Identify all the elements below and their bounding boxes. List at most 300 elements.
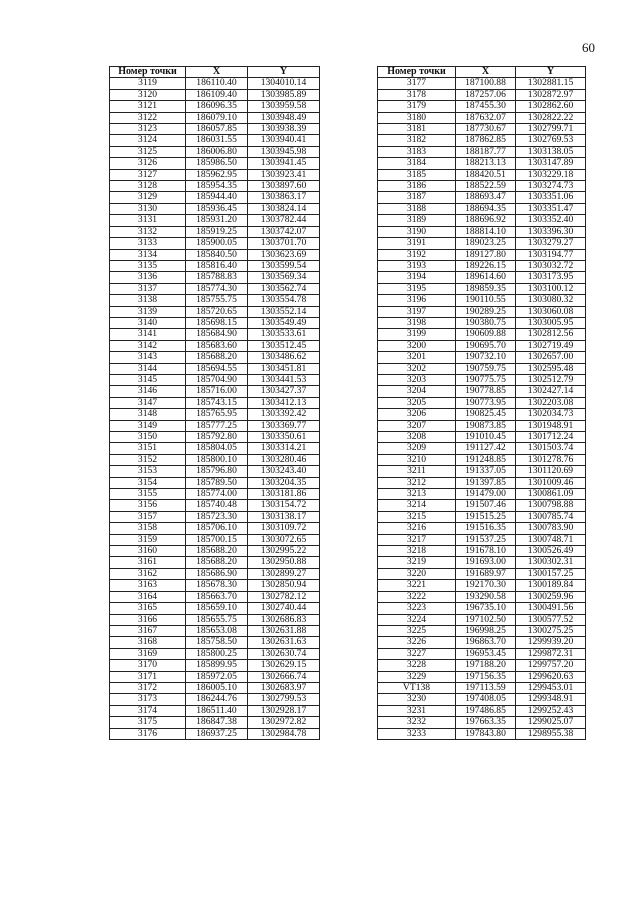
table-row bbox=[378, 534, 586, 545]
cell-y: 1303138.05 bbox=[516, 146, 586, 157]
table-row bbox=[110, 511, 320, 522]
cell-y: 1303569.34 bbox=[248, 272, 320, 283]
cell-y: 1300748.71 bbox=[516, 534, 586, 545]
table-row bbox=[110, 158, 320, 169]
cell-x: 189127.80 bbox=[456, 249, 516, 260]
cell-point-number: 3217 bbox=[378, 534, 456, 545]
cell-x: 191689.97 bbox=[456, 568, 516, 579]
cell-y: 1302034.73 bbox=[516, 409, 586, 420]
table-row bbox=[110, 671, 320, 682]
header-point-number: Номер точки bbox=[110, 67, 186, 78]
cell-x: 196953.45 bbox=[456, 648, 516, 659]
cell-x: 185694.55 bbox=[186, 363, 248, 374]
cell-y: 1304010.14 bbox=[248, 78, 320, 89]
table-row bbox=[378, 363, 586, 374]
cell-x: 193290.58 bbox=[456, 591, 516, 602]
cell-point-number: 3162 bbox=[110, 568, 186, 579]
cell-point-number: 3201 bbox=[378, 352, 456, 363]
cell-point-number: 3156 bbox=[110, 500, 186, 511]
table-row bbox=[378, 249, 586, 260]
table-row bbox=[378, 89, 586, 100]
cell-y: 1300275.25 bbox=[516, 625, 586, 636]
table-row bbox=[110, 432, 320, 443]
cell-point-number: 3161 bbox=[110, 557, 186, 568]
table-row bbox=[378, 705, 586, 716]
cell-y: 1302631.88 bbox=[248, 625, 320, 636]
cell-point-number: 3177 bbox=[378, 78, 456, 89]
cell-point-number: 3126 bbox=[110, 158, 186, 169]
cell-point-number: 3159 bbox=[110, 534, 186, 545]
cell-x: 185899.95 bbox=[186, 660, 248, 671]
cell-y: 1302683.97 bbox=[248, 682, 320, 693]
table-row bbox=[110, 523, 320, 534]
cell-x: 191010.45 bbox=[456, 432, 516, 443]
cell-y: 1301278.76 bbox=[516, 454, 586, 465]
table-row bbox=[110, 648, 320, 659]
cell-x: 186847.38 bbox=[186, 717, 248, 728]
table-row bbox=[110, 477, 320, 488]
table-row bbox=[378, 728, 586, 739]
table-row bbox=[378, 340, 586, 351]
header-y: Y bbox=[516, 67, 586, 78]
cell-x: 185720.65 bbox=[186, 306, 248, 317]
table-row bbox=[378, 717, 586, 728]
cell-y: 1302928.17 bbox=[248, 705, 320, 716]
cell-x: 185986.50 bbox=[186, 158, 248, 169]
table-row bbox=[378, 146, 586, 157]
cell-x: 187257.06 bbox=[456, 89, 516, 100]
cell-y: 1303938.39 bbox=[248, 124, 320, 135]
cell-point-number: 3155 bbox=[110, 489, 186, 500]
cell-x: 185688.20 bbox=[186, 352, 248, 363]
cell-y: 1303154.72 bbox=[248, 500, 320, 511]
cell-point-number: 3178 bbox=[378, 89, 456, 100]
cell-x: 186109.40 bbox=[186, 89, 248, 100]
cell-x: 185686.90 bbox=[186, 568, 248, 579]
table-row bbox=[110, 591, 320, 602]
cell-point-number: 3128 bbox=[110, 181, 186, 192]
cell-point-number: 3151 bbox=[110, 443, 186, 454]
cell-point-number: 3169 bbox=[110, 648, 186, 659]
table-row bbox=[110, 705, 320, 716]
table-row bbox=[378, 568, 586, 579]
cell-y: 1302862.60 bbox=[516, 101, 586, 112]
cell-x: 187100.88 bbox=[456, 78, 516, 89]
cell-x: 188187.77 bbox=[456, 146, 516, 157]
cell-x: 185678.30 bbox=[186, 580, 248, 591]
table-row bbox=[378, 317, 586, 328]
cell-point-number: 3227 bbox=[378, 648, 456, 659]
table-row bbox=[378, 603, 586, 614]
cell-x: 185774.30 bbox=[186, 283, 248, 294]
cell-point-number: 3197 bbox=[378, 306, 456, 317]
cell-point-number: 3204 bbox=[378, 386, 456, 397]
cell-y: 1300491.56 bbox=[516, 603, 586, 614]
table-row bbox=[110, 101, 320, 112]
cell-point-number: 3152 bbox=[110, 454, 186, 465]
cell-x: 185740.48 bbox=[186, 500, 248, 511]
cell-y: 1301503.74 bbox=[516, 443, 586, 454]
table-row bbox=[378, 101, 586, 112]
table-row bbox=[110, 546, 320, 557]
cell-x: 185804.05 bbox=[186, 443, 248, 454]
table-row bbox=[110, 466, 320, 477]
cell-point-number: 3125 bbox=[110, 146, 186, 157]
table-row bbox=[378, 386, 586, 397]
table-row bbox=[110, 625, 320, 636]
cell-x: 190773.95 bbox=[456, 397, 516, 408]
header-x: X bbox=[186, 67, 248, 78]
table-row bbox=[378, 580, 586, 591]
coordinates-table-left bbox=[109, 66, 320, 740]
cell-point-number: 3198 bbox=[378, 317, 456, 328]
cell-y: 1303243.40 bbox=[248, 466, 320, 477]
cell-point-number: 3226 bbox=[378, 637, 456, 648]
table-row bbox=[110, 146, 320, 157]
cell-x: 185800.10 bbox=[186, 454, 248, 465]
cell-x: 191515.25 bbox=[456, 511, 516, 522]
table-row bbox=[378, 557, 586, 568]
table-row bbox=[110, 226, 320, 237]
table-row bbox=[110, 557, 320, 568]
table-row bbox=[110, 454, 320, 465]
table-row bbox=[110, 238, 320, 249]
cell-y: 1303742.07 bbox=[248, 226, 320, 237]
cell-point-number: 3167 bbox=[110, 625, 186, 636]
table-row bbox=[378, 215, 586, 226]
cell-y: 1299757.20 bbox=[516, 660, 586, 671]
cell-point-number: 3218 bbox=[378, 546, 456, 557]
table-row bbox=[378, 420, 586, 431]
cell-point-number: 3203 bbox=[378, 374, 456, 385]
cell-y: 1300798.88 bbox=[516, 500, 586, 511]
cell-point-number: 3130 bbox=[110, 203, 186, 214]
table-row bbox=[110, 260, 320, 271]
cell-y: 1303959.58 bbox=[248, 101, 320, 112]
cell-point-number: 3146 bbox=[110, 386, 186, 397]
cell-x: 191693.00 bbox=[456, 557, 516, 568]
cell-point-number: 3139 bbox=[110, 306, 186, 317]
cell-y: 1299872.31 bbox=[516, 648, 586, 659]
cell-x: 185655.75 bbox=[186, 614, 248, 625]
cell-x: 186079.10 bbox=[186, 112, 248, 123]
cell-y: 1303138.17 bbox=[248, 511, 320, 522]
table-row bbox=[110, 89, 320, 100]
cell-y: 1302899.27 bbox=[248, 568, 320, 579]
cell-x: 191337.05 bbox=[456, 466, 516, 477]
cell-x: 185716.00 bbox=[186, 386, 248, 397]
cell-y: 1302799.53 bbox=[248, 694, 320, 705]
cell-point-number: 3166 bbox=[110, 614, 186, 625]
table-row bbox=[110, 489, 320, 500]
table-row bbox=[378, 625, 586, 636]
cell-y: 1303427.37 bbox=[248, 386, 320, 397]
cell-x: 185972.05 bbox=[186, 671, 248, 682]
cell-y: 1303897.60 bbox=[248, 181, 320, 192]
cell-point-number: 3208 bbox=[378, 432, 456, 443]
cell-y: 1303940.41 bbox=[248, 135, 320, 146]
cell-y: 1303072.65 bbox=[248, 534, 320, 545]
cell-x: 197113.59 bbox=[456, 682, 516, 693]
cell-point-number: 3171 bbox=[110, 671, 186, 682]
cell-x: 190732.10 bbox=[456, 352, 516, 363]
cell-y: 1303985.89 bbox=[248, 89, 320, 100]
cell-x: 185816.40 bbox=[186, 260, 248, 271]
cell-x: 189226.15 bbox=[456, 260, 516, 271]
cell-x: 185659.10 bbox=[186, 603, 248, 614]
cell-x: 185800.25 bbox=[186, 648, 248, 659]
cell-x: 191397.85 bbox=[456, 477, 516, 488]
cell-point-number: 3180 bbox=[378, 112, 456, 123]
cell-point-number: 3136 bbox=[110, 272, 186, 283]
cell-y: 1303100.12 bbox=[516, 283, 586, 294]
cell-x: 185688.20 bbox=[186, 546, 248, 557]
cell-x: 190695.70 bbox=[456, 340, 516, 351]
cell-point-number: VT138 bbox=[378, 682, 456, 693]
cell-y: 1303396.30 bbox=[516, 226, 586, 237]
table-row bbox=[378, 352, 586, 363]
cell-y: 1303080.32 bbox=[516, 295, 586, 306]
table-row bbox=[110, 317, 320, 328]
cell-point-number: 3185 bbox=[378, 169, 456, 180]
cell-point-number: 3165 bbox=[110, 603, 186, 614]
cell-x: 197102.50 bbox=[456, 614, 516, 625]
table-row bbox=[378, 671, 586, 682]
cell-point-number: 3224 bbox=[378, 614, 456, 625]
cell-y: 1302799.71 bbox=[516, 124, 586, 135]
cell-point-number: 3174 bbox=[110, 705, 186, 716]
cell-x: 190110.55 bbox=[456, 295, 516, 306]
cell-x: 191248.85 bbox=[456, 454, 516, 465]
cell-y: 1298955.38 bbox=[516, 728, 586, 739]
cell-point-number: 3154 bbox=[110, 477, 186, 488]
cell-point-number: 3144 bbox=[110, 363, 186, 374]
table-row bbox=[110, 682, 320, 693]
table-header-row bbox=[378, 67, 586, 78]
cell-point-number: 3122 bbox=[110, 112, 186, 123]
cell-point-number: 3194 bbox=[378, 272, 456, 283]
table-row bbox=[378, 169, 586, 180]
table-header-row bbox=[110, 67, 320, 78]
table-row bbox=[378, 124, 586, 135]
cell-y: 1303173.95 bbox=[516, 272, 586, 283]
table-row bbox=[378, 511, 586, 522]
cell-point-number: 3170 bbox=[110, 660, 186, 671]
table-row bbox=[110, 215, 320, 226]
cell-x: 197188.20 bbox=[456, 660, 516, 671]
cell-y: 1303194.77 bbox=[516, 249, 586, 260]
cell-y: 1300302.31 bbox=[516, 557, 586, 568]
table-row bbox=[378, 432, 586, 443]
cell-y: 1302629.15 bbox=[248, 660, 320, 671]
table-row bbox=[378, 112, 586, 123]
cell-point-number: 3121 bbox=[110, 101, 186, 112]
cell-point-number: 3135 bbox=[110, 260, 186, 271]
cell-y: 1302657.00 bbox=[516, 352, 586, 363]
table-row bbox=[378, 489, 586, 500]
cell-point-number: 3190 bbox=[378, 226, 456, 237]
table-row bbox=[378, 591, 586, 602]
cell-point-number: 3123 bbox=[110, 124, 186, 135]
cell-y: 1303181.86 bbox=[248, 489, 320, 500]
table-row bbox=[378, 466, 586, 477]
cell-y: 1300783.90 bbox=[516, 523, 586, 534]
cell-x: 185698.15 bbox=[186, 317, 248, 328]
table-row bbox=[110, 568, 320, 579]
table-row bbox=[110, 363, 320, 374]
cell-x: 185683.60 bbox=[186, 340, 248, 351]
cell-point-number: 3173 bbox=[110, 694, 186, 705]
table-row bbox=[378, 682, 586, 693]
cell-y: 1303412.13 bbox=[248, 397, 320, 408]
cell-y: 1303279.27 bbox=[516, 238, 586, 249]
cell-x: 191479.00 bbox=[456, 489, 516, 500]
table-row bbox=[110, 249, 320, 260]
cell-x: 185755.75 bbox=[186, 295, 248, 306]
cell-x: 185704.90 bbox=[186, 374, 248, 385]
cell-y: 1303549.49 bbox=[248, 317, 320, 328]
cell-point-number: 3229 bbox=[378, 671, 456, 682]
cell-x: 185723.30 bbox=[186, 511, 248, 522]
table-row bbox=[378, 158, 586, 169]
table-row bbox=[378, 78, 586, 89]
cell-y: 1303512.45 bbox=[248, 340, 320, 351]
cell-x: 185774.00 bbox=[186, 489, 248, 500]
cell-point-number: 3232 bbox=[378, 717, 456, 728]
cell-point-number: 3131 bbox=[110, 215, 186, 226]
table-body-right bbox=[378, 78, 586, 740]
cell-point-number: 3140 bbox=[110, 317, 186, 328]
cell-y: 1300785.74 bbox=[516, 511, 586, 522]
cell-point-number: 3221 bbox=[378, 580, 456, 591]
table-row bbox=[378, 238, 586, 249]
cell-point-number: 3181 bbox=[378, 124, 456, 135]
cell-point-number: 3164 bbox=[110, 591, 186, 602]
page-number: 60 bbox=[582, 40, 595, 55]
cell-x: 187632.07 bbox=[456, 112, 516, 123]
table-row bbox=[110, 603, 320, 614]
cell-x: 192170.30 bbox=[456, 580, 516, 591]
cell-x: 191127.42 bbox=[456, 443, 516, 454]
cell-y: 1299348.91 bbox=[516, 694, 586, 705]
table-row bbox=[110, 124, 320, 135]
cell-x: 185796.80 bbox=[186, 466, 248, 477]
cell-point-number: 3143 bbox=[110, 352, 186, 363]
cell-y: 1303352.40 bbox=[516, 215, 586, 226]
cell-x: 188420.51 bbox=[456, 169, 516, 180]
cell-x: 189023.25 bbox=[456, 238, 516, 249]
table-row bbox=[110, 169, 320, 180]
cell-y: 1303032.72 bbox=[516, 260, 586, 271]
cell-y: 1302782.12 bbox=[248, 591, 320, 602]
cell-y: 1303351.06 bbox=[516, 192, 586, 203]
cell-x: 188693.47 bbox=[456, 192, 516, 203]
cell-y: 1302950.88 bbox=[248, 557, 320, 568]
cell-y: 1303533.61 bbox=[248, 329, 320, 340]
cell-x: 190775.75 bbox=[456, 374, 516, 385]
cell-point-number: 3212 bbox=[378, 477, 456, 488]
cell-x: 185706.10 bbox=[186, 523, 248, 534]
table-row bbox=[378, 443, 586, 454]
cell-x: 187455.30 bbox=[456, 101, 516, 112]
cell-point-number: 3216 bbox=[378, 523, 456, 534]
cell-y: 1300189.84 bbox=[516, 580, 586, 591]
table-row bbox=[378, 637, 586, 648]
cell-point-number: 3188 bbox=[378, 203, 456, 214]
cell-point-number: 3192 bbox=[378, 249, 456, 260]
cell-x: 190609.88 bbox=[456, 329, 516, 340]
table-row bbox=[378, 523, 586, 534]
cell-y: 1301948.91 bbox=[516, 420, 586, 431]
table-row bbox=[110, 660, 320, 671]
cell-point-number: 3147 bbox=[110, 397, 186, 408]
table-row bbox=[110, 717, 320, 728]
cell-y: 1303204.35 bbox=[248, 477, 320, 488]
cell-point-number: 3214 bbox=[378, 500, 456, 511]
cell-point-number: 3220 bbox=[378, 568, 456, 579]
cell-x: 188694.35 bbox=[456, 203, 516, 214]
cell-x: 196998.25 bbox=[456, 625, 516, 636]
cell-y: 1302719.49 bbox=[516, 340, 586, 351]
cell-point-number: 3149 bbox=[110, 420, 186, 431]
cell-y: 1300157.25 bbox=[516, 568, 586, 579]
table-row bbox=[378, 329, 586, 340]
cell-point-number: 3141 bbox=[110, 329, 186, 340]
cell-y: 1303486.62 bbox=[248, 352, 320, 363]
cell-x: 186005.10 bbox=[186, 682, 248, 693]
table-row bbox=[110, 135, 320, 146]
cell-y: 1302595.48 bbox=[516, 363, 586, 374]
table-row bbox=[378, 306, 586, 317]
cell-point-number: 3202 bbox=[378, 363, 456, 374]
cell-point-number: 3230 bbox=[378, 694, 456, 705]
table-row bbox=[378, 500, 586, 511]
cell-y: 1303350.61 bbox=[248, 432, 320, 443]
cell-point-number: 3179 bbox=[378, 101, 456, 112]
cell-y: 1303441.53 bbox=[248, 374, 320, 385]
cell-x: 185944.40 bbox=[186, 192, 248, 203]
cell-y: 1303554.78 bbox=[248, 295, 320, 306]
cell-y: 1299252.43 bbox=[516, 705, 586, 716]
cell-x: 190380.75 bbox=[456, 317, 516, 328]
cell-point-number: 3199 bbox=[378, 329, 456, 340]
cell-point-number: 3182 bbox=[378, 135, 456, 146]
table-row bbox=[110, 580, 320, 591]
cell-x: 186244.76 bbox=[186, 694, 248, 705]
cell-x: 191507.46 bbox=[456, 500, 516, 511]
cell-y: 1302850.94 bbox=[248, 580, 320, 591]
cell-point-number: 3184 bbox=[378, 158, 456, 169]
cell-x: 185792.80 bbox=[186, 432, 248, 443]
cell-y: 1303451.81 bbox=[248, 363, 320, 374]
cell-y: 1303109.72 bbox=[248, 523, 320, 534]
cell-x: 187862.85 bbox=[456, 135, 516, 146]
cell-x: 191678.10 bbox=[456, 546, 516, 557]
cell-y: 1302686.83 bbox=[248, 614, 320, 625]
cell-x: 196863.70 bbox=[456, 637, 516, 648]
cell-y: 1303945.98 bbox=[248, 146, 320, 157]
table-row bbox=[110, 614, 320, 625]
table-row bbox=[110, 272, 320, 283]
cell-point-number: 3133 bbox=[110, 238, 186, 249]
cell-y: 1303782.44 bbox=[248, 215, 320, 226]
cell-x: 188522.59 bbox=[456, 181, 516, 192]
cell-point-number: 3228 bbox=[378, 660, 456, 671]
table-row bbox=[378, 374, 586, 385]
cell-y: 1303229.18 bbox=[516, 169, 586, 180]
cell-y: 1302972.82 bbox=[248, 717, 320, 728]
table-row bbox=[378, 397, 586, 408]
